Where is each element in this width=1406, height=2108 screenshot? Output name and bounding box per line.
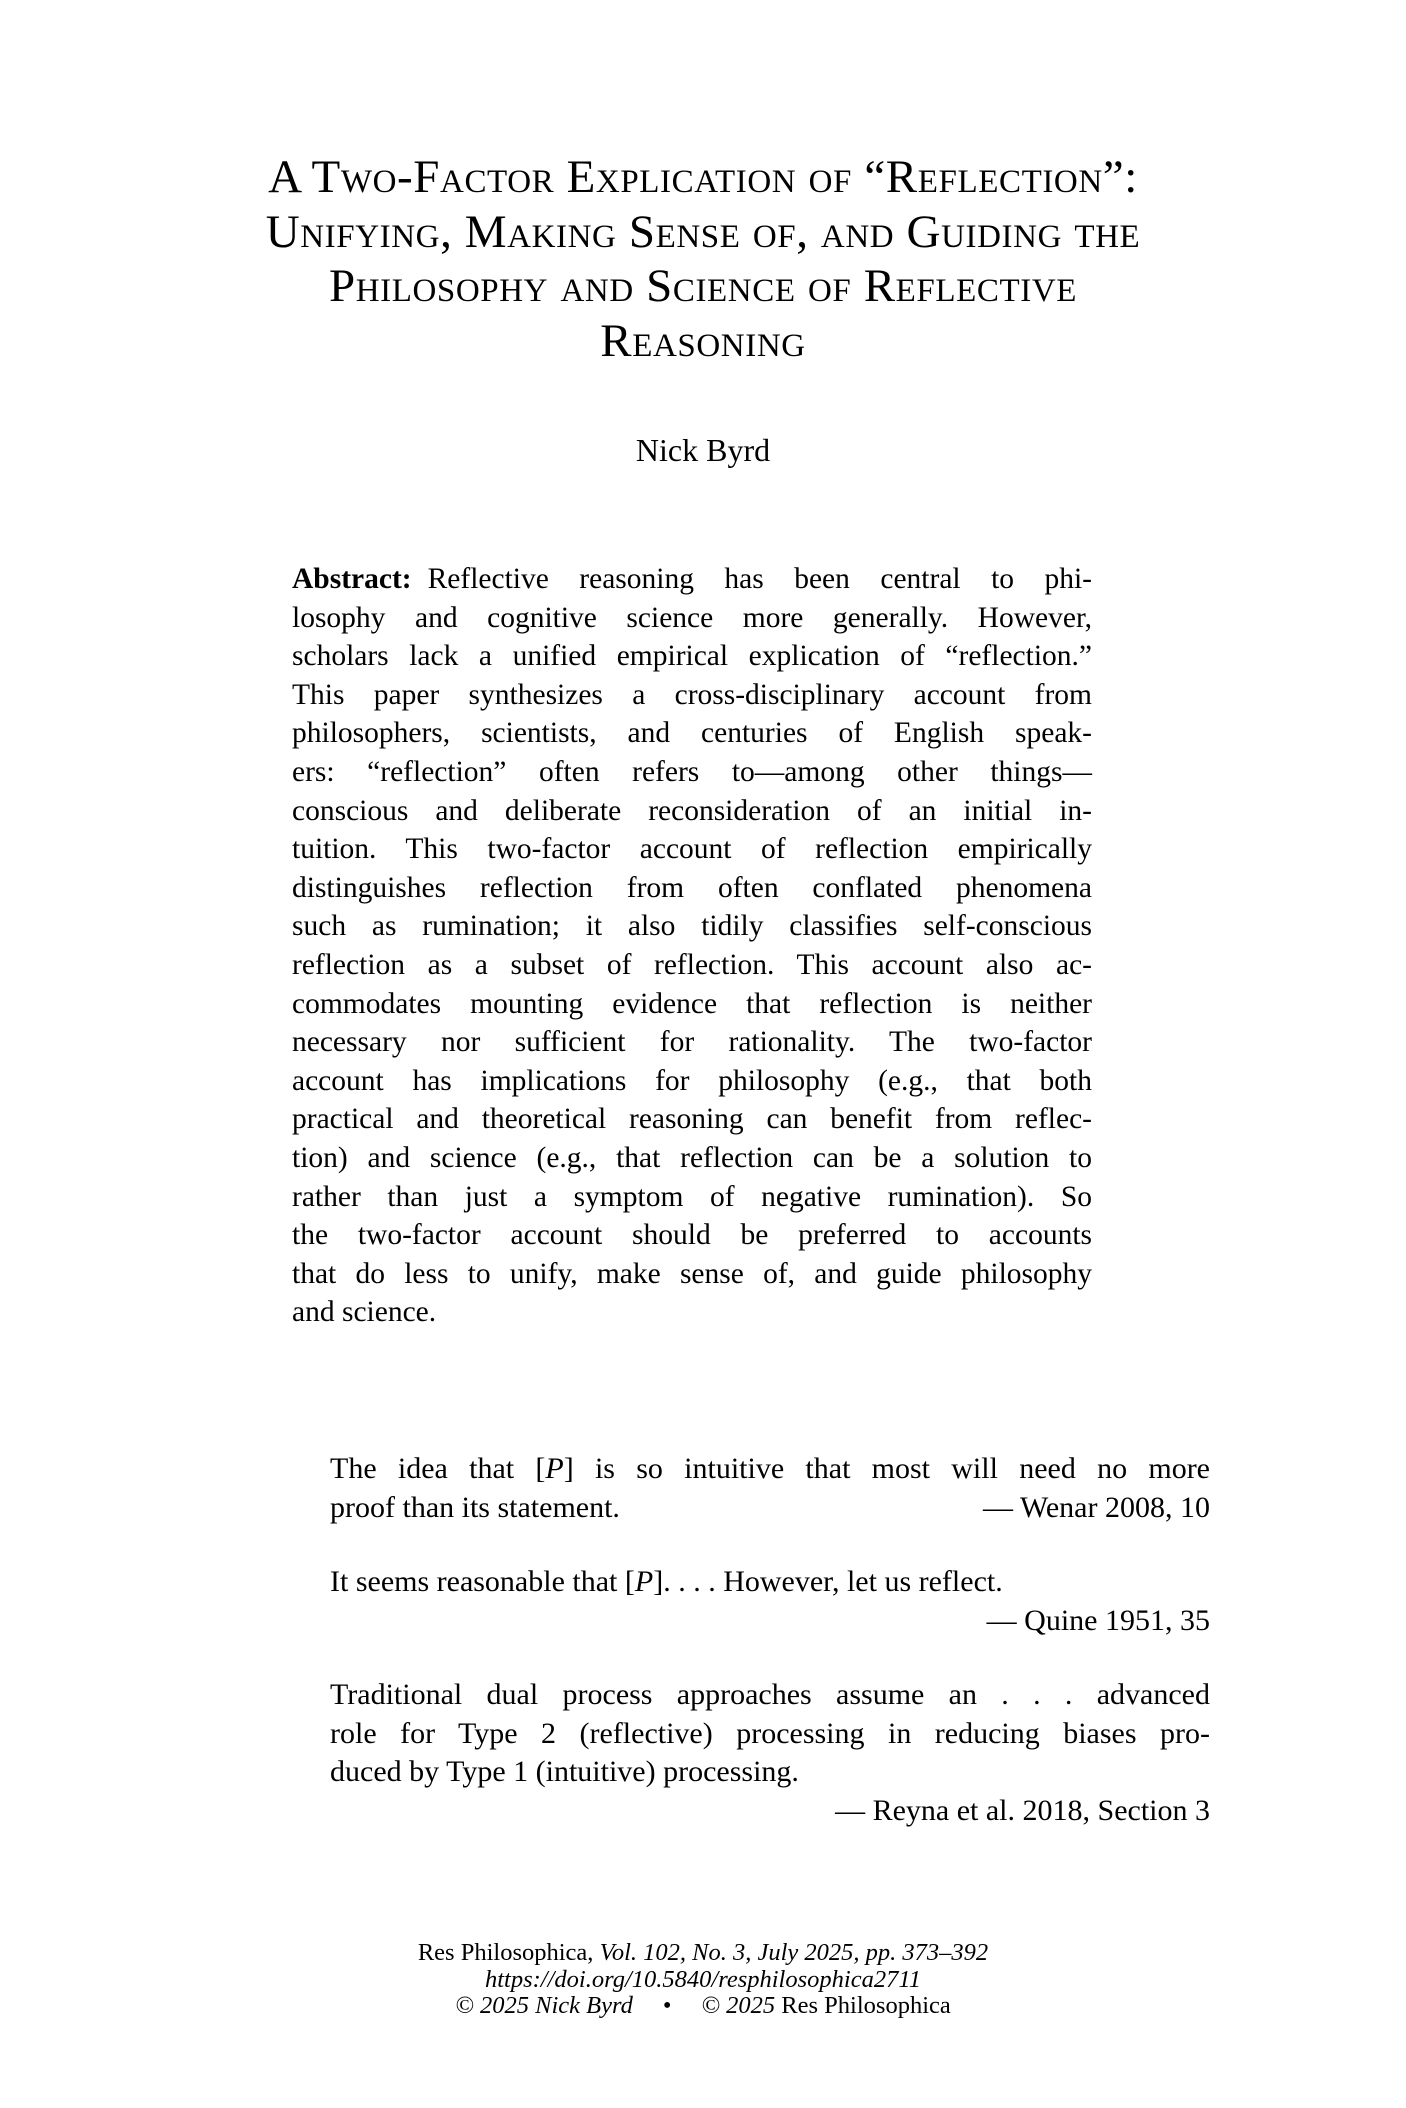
paper-title — [150, 150, 1256, 368]
epigraph-line — [330, 1489, 1210, 1528]
abstract-line: scholars lack a unified empirical explication of “reflection.” — [292, 640, 1092, 673]
abstract-text: Reflective reasoning has been central to phi- — [427, 563, 1092, 595]
abstract-line: necessary nor sufficient for rationality. The two-factor — [292, 1026, 1092, 1059]
epigraph-line — [330, 1450, 1210, 1489]
epigraph-reyna — [330, 1676, 1210, 1830]
abstract-line: and science. — [292, 1296, 437, 1329]
copyright-year: © 2025 — [701, 1992, 776, 2019]
title-line: A Two-Factor Explication of “Reflection”: — [268, 151, 1138, 203]
title-line: Philosophy and Science of Reflective — [328, 260, 1078, 312]
abstract-line — [292, 560, 1092, 599]
epigraph-line: Traditional dual process approaches assume an . . . advanced — [330, 1678, 1210, 1711]
doi-line — [0, 1967, 1406, 1994]
epigraph-line: duced by Type 1 (intuitive) processing. — [330, 1755, 799, 1788]
epigraph-attribution: — Reyna et al. 2018, Section 3 — [835, 1793, 1210, 1827]
abstract-line: account has implications for philosophy (e.g., that both — [292, 1064, 1092, 1097]
abstract-line: commodates mounting evidence that reflection is neither — [292, 987, 1092, 1020]
epigraph-line — [330, 1563, 1210, 1602]
abstract-line: distinguishes reflection from often conflated phenomena — [292, 871, 1092, 904]
journal-name: Res Philosophica, — [417, 1939, 594, 1966]
epigraph-text: The idea that [ — [330, 1452, 546, 1485]
variable-p: P — [545, 1452, 564, 1485]
abstract-line: such as rumination; it also tidily classifies self-conscious — [292, 910, 1092, 943]
epigraph-text: It seems reasonable that [ — [330, 1565, 635, 1598]
abstract-line: This paper synthesizes a cross-disciplinary account from — [292, 678, 1092, 711]
abstract-line: conscious and deliberate reconsideration of an initial in- — [292, 794, 1092, 827]
epigraph-line: role for Type 2 (reflective) processing in reducing biases pro- — [330, 1716, 1210, 1750]
doi-link[interactable]: https://doi.org/10.5840/resphilosophica2711 — [484, 1965, 921, 1993]
bullet-separator-icon: • — [662, 1992, 672, 2019]
abstract-line: practical and theoretical reasoning can benefit from reflec- — [292, 1103, 1092, 1136]
title-line: Unifying, Making Sense of, and Guiding the — [265, 205, 1141, 258]
abstract-line: ers: “reflection” often refers to—among other things— — [292, 755, 1092, 788]
abstract-line: that do less to unify, make sense of, and guide philosophy — [292, 1257, 1092, 1290]
copyright-journal: Res Philosophica — [781, 1992, 951, 2019]
epigraph-quine — [330, 1563, 1210, 1640]
epigraph-text: proof than its statement. — [330, 1490, 620, 1524]
abstract-label: Abstract: — [292, 563, 412, 595]
title-line: Reasoning — [600, 314, 806, 367]
copyright-author: © 2025 Nick Byrd — [455, 1992, 633, 2019]
abstract-line: tion) and science (e.g., that reflection can be a solution to — [292, 1141, 1092, 1174]
abstract-line: losophy and cognitive science more generally. However, — [292, 601, 1092, 634]
abstract-line: philosophers, scientists, and centuries of English speak- — [292, 717, 1092, 750]
epigraph-text: ] is so intuitive that most will need no more — [563, 1452, 1210, 1485]
volume-issue-pages: Vol. 102, No. 3, July 2025, pp. 373–392 — [599, 1939, 989, 1966]
variable-p: P — [634, 1565, 654, 1598]
epigraph-attribution: — Wenar 2008, 10 — [983, 1490, 1210, 1524]
epigraph-wenar — [330, 1450, 1210, 1527]
epigraph-text: ]. . . . However, let us reflect. — [653, 1565, 1003, 1598]
abstract-line: rather than just a symptom of negative rumination). So — [292, 1180, 1092, 1213]
citation-line — [0, 1940, 1406, 1967]
publication-footer — [0, 1940, 1406, 2020]
abstract-line: tuition. This two-factor account of reflection empirically — [292, 833, 1092, 866]
abstract-line: reflection as a subset of reflection. This account also ac- — [292, 948, 1092, 981]
abstract-line: the two-factor account should be preferred to accounts — [292, 1219, 1092, 1252]
copyright-line — [0, 1993, 1406, 2020]
epigraph-attribution: — Quine 1951, 35 — [986, 1603, 1210, 1637]
abstract — [292, 560, 1092, 1332]
author-name: Nick Byrd — [635, 432, 771, 468]
